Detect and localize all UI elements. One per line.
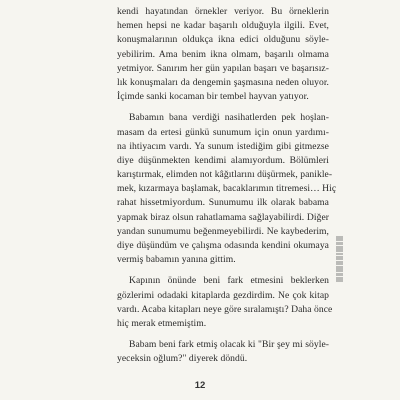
text-line: yandan sunumumu beğenmeyebilirdi. Ne kaybederim, <box>117 225 329 237</box>
text-line: yapmak biraz olsun rahatlamama sağlayabilirdi. Diğer <box>117 211 329 223</box>
body-text <box>117 5 337 367</box>
text-line: hiç merak etmemiştim. <box>117 317 207 329</box>
text-line: yebilirim. Ama benim ikna olmam, başarılı olmama <box>117 48 329 60</box>
paragraph-2 <box>117 111 337 267</box>
paragraph-4 <box>117 338 329 366</box>
text-line: yetmiyor. Sanırım her gün yapılan başarı ve başarısız- <box>117 62 329 74</box>
text-line: diye düşündüm ve çalışma odasında kendini okumaya <box>117 240 329 251</box>
text-line: mek, kızarmaya başlamak, bacaklarımın titremesi… Hiç <box>117 183 337 195</box>
text-line: İçimde sanki kocaman bir tembel hayvan yatıyor. <box>117 91 309 103</box>
page-number: 12 <box>194 380 206 391</box>
paragraph-3 <box>117 274 333 331</box>
text-line: na ihtiyacım vardı. Ya sunum istediğim gibi gitmezse <box>117 140 329 152</box>
text-line: kendi hayatından örnekler veriyor. Bu örneklerin <box>117 6 329 17</box>
margin-mark <box>336 236 343 282</box>
text-line: rahat hissetmiyordum. Sunumumu ilk olarak babama <box>117 197 329 209</box>
text-line: gözlerimi odadaki kitaplarda gezdirdim. Ne çok kitap <box>117 289 329 301</box>
text-line: karıştırmak, elimden not kâğıtlarını düşürmek, panikle- <box>117 169 333 181</box>
text-line: diye düşünmekten kendimi alamıyordum. Bölümleri <box>117 154 329 166</box>
text-line: vermiş babamın yanına gittim. <box>117 254 236 266</box>
text-line: Babam beni fark etmiş olacak ki "Bir şey mi söyle- <box>129 339 329 351</box>
paragraph-1 <box>117 5 329 104</box>
text-line: Kapının önünde beni fark etmesini beklerken <box>129 275 329 287</box>
text-line: masam da ertesi günkü sunumum için onun yardımı- <box>117 126 329 138</box>
text-line: yeceksin oğlum?" diyerek döndü. <box>117 353 248 365</box>
text-line: lık konuşmaları da dengemin şaşmasına neden oluyor. <box>117 76 329 88</box>
text-line: hemen hepsi ne kadar başarılı olduğuyla ilgili. Evet, <box>117 20 329 32</box>
text-line: vardı. Acaba kitapları neye göre sıralamıştı? Daha önce <box>117 303 333 315</box>
text-line: konuşmalarının oldukça ikna edici olduğunu söyle- <box>117 34 329 46</box>
text-line: Babamın bana verdiği nasihatlerden pek hoşlan- <box>129 112 329 124</box>
